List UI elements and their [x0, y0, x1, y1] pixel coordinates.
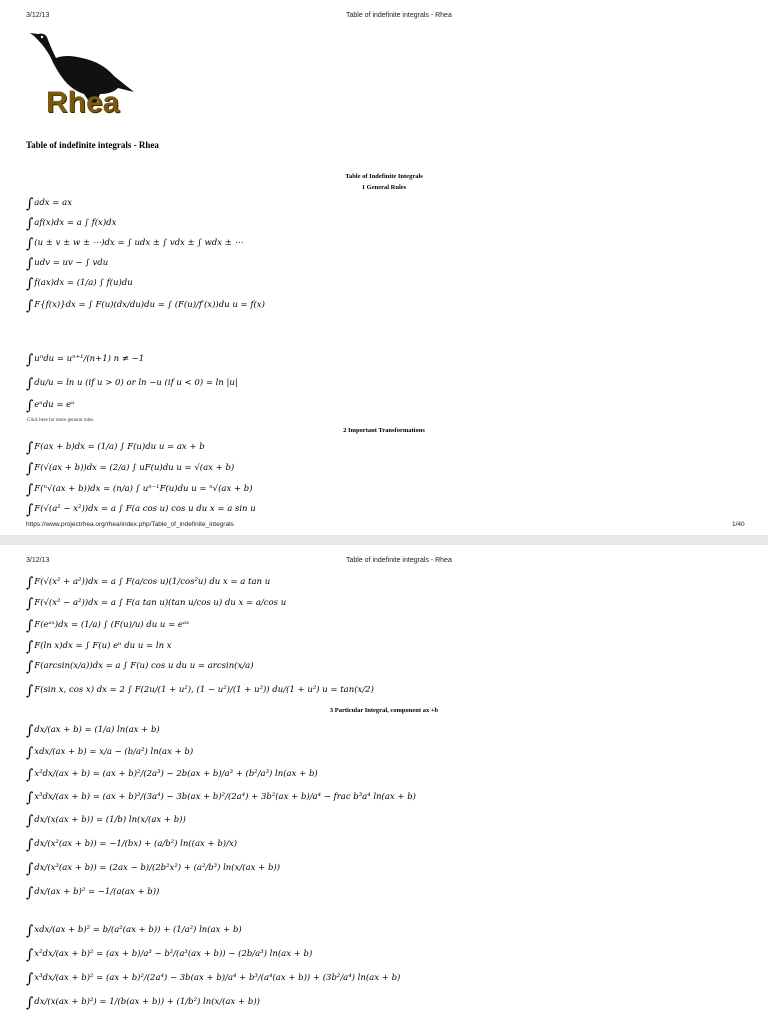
section-general-rules: 1 General Rules	[361, 184, 407, 191]
formula: ∫F(√(ax + b))dx = (2/a) ∫ uF(u)du u = √(ax + b)	[26, 461, 235, 477]
formula: ∫F(√(x² + a²))dx = a ∫ F(a/cos u)(1/cos²u) du x = a tan u	[26, 575, 271, 591]
formula: ∫F(ln x)dx = ∫ F(u) eᵘ du u = ln x	[26, 639, 172, 655]
formula: ∫(u ± v ± w ± ⋯)dx = ∫ udx ± ∫ vdx ± ∫ wdx ± ⋯	[26, 236, 244, 252]
print-header-title: Table of indefinite integrals - Rhea	[346, 557, 452, 564]
page-title: Table of indefinite integrals - Rhea	[26, 140, 159, 150]
formula: ∫x²dx/(ax + b) = (ax + b)²/(2a³) − 2b(ax + b)/a³ + (b²/a³) ln(ax + b)	[26, 767, 318, 783]
formula: ∫F(ⁿ√(ax + b))dx = (n/a) ∫ uⁿ⁻¹F(u)du u = ⁿ√(ax + b)	[26, 482, 253, 498]
formula: ∫dx/(x²(ax + b)) = −1/(bx) + (a/b²) ln((ax + b)/x)	[26, 837, 238, 853]
formula: ∫x³dx/(ax + b)² = (ax + b)²/(2a⁴) − 3b(ax + b)/a⁴ + b³/(a⁴(ax + b)) + (3b²/a⁴) ln(ax + b)	[26, 971, 401, 987]
more-rules-link[interactable]: Click here for more general rules.	[27, 418, 95, 423]
print-date: 3/12/13	[26, 557, 50, 564]
print-header-title: Table of indefinite integrals - Rhea	[346, 12, 452, 19]
formula: ∫F(sin x, cos x) dx = 2 ∫ F(2u/(1 + u²), (1 − u²)/(1 + u²)) du/(1 + u²) u = tan(x/2)	[26, 683, 374, 699]
table-heading: Table of Indefinite Integrals	[345, 173, 423, 180]
formula: ∫F{f(x)}dx = ∫ F(u)(dx/du)du = ∫ (F(u)/f′(x))du u = f(x)	[26, 298, 265, 314]
formula: ∫dx/(ax + b)² = −1/(a(ax + b))	[26, 885, 160, 901]
print-date: 3/12/13	[26, 12, 50, 19]
footer-url: https://www.projectrhea.org/rhea/index.php/Table_of_indefinite_integrals	[26, 521, 234, 528]
section-important-transformations: 2 Important Transformations	[343, 427, 425, 434]
formula: ∫x²dx/(ax + b)² = (ax + b)/a³ − b²/(a³(ax + b)) − (2b/a³) ln(ax + b)	[26, 947, 313, 963]
formula: ∫af(x)dx = a ∫ f(x)dx	[26, 216, 117, 232]
formula: ∫F(ax + b)dx = (1/a) ∫ F(u)du u = ax + b	[26, 440, 205, 456]
section-particular-integral: 3 Particular Integral, component ax +b	[329, 707, 439, 714]
formula: ∫F(√(a² − x²))dx = a ∫ F(a cos u) cos u du x = a sin u	[26, 502, 256, 518]
formula: ∫dx/(x(ax + b)²) = 1/(b(ax + b)) + (1/b²) ln(x/(ax + b))	[26, 995, 260, 1011]
footer-page-number: 1/40	[732, 521, 745, 528]
formula: ∫du/u = ln u (if u > 0) or ln −u (if u < 0) = ln |u|	[26, 376, 238, 392]
formula: ∫uⁿdu = uⁿ⁺¹/(n+1) n ≠ −1	[26, 352, 145, 368]
formula: ∫F(√(x² − a²))dx = a ∫ F(a tan u)(tan u/cos u) du x = a/cos u	[26, 596, 287, 612]
formula: ∫F(arcsin(x/a))dx = a ∫ F(u) cos u du u = arcsin(x/a)	[26, 659, 254, 675]
formula: ∫adx = ax	[26, 196, 72, 212]
document-page-2	[0, 545, 768, 1024]
formula: ∫xdx/(ax + b) = x/a − (b/a²) ln(ax + b)	[26, 745, 194, 761]
rhea-logo-text: Rhea	[46, 86, 120, 119]
formula: ∫eᵘdu = eᵘ	[26, 398, 75, 414]
formula: ∫dx/(x(ax + b)) = (1/b) ln(x/(ax + b))	[26, 813, 186, 829]
formula: ∫udv = uv − ∫ vdu	[26, 256, 109, 272]
formula: ∫dx/(ax + b) = (1/a) ln(ax + b)	[26, 723, 160, 739]
formula: ∫F(eᵃˣ)dx = (1/a) ∫ (F(u)/u) du u = eᵃˣ	[26, 618, 190, 634]
formula: ∫xdx/(ax + b)² = b/(a²(ax + b)) + (1/a²) ln(ax + b)	[26, 923, 242, 939]
formula: ∫f(ax)dx = (1/a) ∫ f(u)du	[26, 276, 133, 292]
formula: ∫x³dx/(ax + b) = (ax + b)³/(3a⁴) − 3b(ax + b)²/(2a⁴) + 3b²(ax + b)/a⁴ − frac b³a⁴ ln(ax + b)	[26, 790, 416, 806]
formula: ∫dx/(x³(ax + b)) = (2ax − b)/(2b²x²) + (a²/b³) ln(x/(ax + b))	[26, 861, 281, 877]
